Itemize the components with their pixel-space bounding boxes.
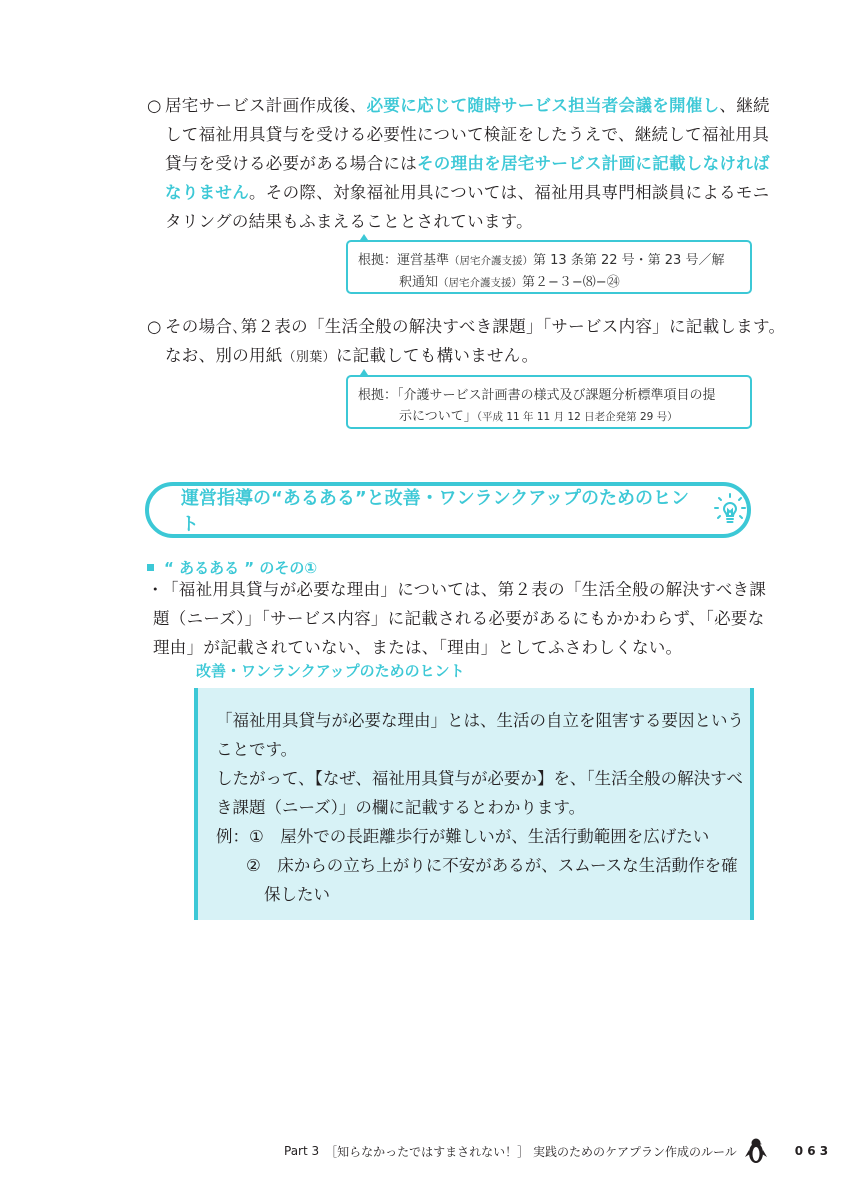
paragraph-1-lines <box>147 91 770 236</box>
hint-box <box>194 688 754 920</box>
hint-line: ② 床からの立ち上がりに不安があるが、スムースな生活動作を確 <box>246 856 738 875</box>
basis-text: 運営基準 <box>397 253 450 268</box>
basis-text: 第 13 条第 22 号・第 23 号／解 <box>533 253 725 268</box>
hint-line: したがって、【なぜ、福祉用具貸与が必要か】を、「生活全般の解決すべ <box>216 769 743 788</box>
hint-line: き課題（ニーズ）」の欄に記載するとわかります。 <box>216 798 586 817</box>
hint-line: 「福祉用具貸与が必要な理由」とは、生活の自立を阻害する要因という <box>216 711 744 730</box>
text-run: 貸与を受ける必要がある場合には <box>165 154 417 173</box>
lightbulb-icon <box>713 493 747 527</box>
text-run: に記載しても構いません。 <box>335 346 539 365</box>
text-run: 、継続 <box>719 96 770 115</box>
footer-title: ［知らなかったではすまされない！］ 実践のためのケアプラン作成のルール <box>325 1144 737 1159</box>
basis-text: 釈通知 <box>399 275 439 290</box>
highlight-text: 必要に応じて随時サービス担当者会議を開催し <box>366 96 720 115</box>
paragraph-2-line <box>165 341 785 372</box>
hint-line: ことです。 <box>216 740 298 759</box>
basis-note: （居宅介護支援） <box>438 277 523 289</box>
hint-line: 保したい <box>264 885 330 904</box>
bullet-circle: ○ <box>147 317 162 336</box>
basis-note: （平成 11 年 11 月 12 日老企発第 29 号） <box>476 411 678 423</box>
aruaru-paragraph <box>147 575 766 662</box>
paragraph-1-line <box>165 207 770 236</box>
basis-box-2 <box>346 375 752 429</box>
tips-banner <box>145 482 751 538</box>
text-run: して福祉用具貸与を受ける必要性について検証をしたうえで、継続して福祉用具 <box>165 125 770 144</box>
aruaru-line: 「福祉用具貸与が必要な理由」については、第２表の「生活全般の解決すべき課 <box>162 580 767 599</box>
bullet-circle: ○ <box>147 96 162 115</box>
text-run: 居宅サービス計画作成後、 <box>165 96 367 115</box>
aruaru-heading-text: “ あるある ” のその① <box>164 559 318 577</box>
basis-label: 根拠： <box>358 253 398 268</box>
bullet-dot: ・ <box>147 580 164 599</box>
aruaru-line: 題（ニーズ）」「サービス内容」に記載される必要があるにもかかわらず、「必要な <box>153 609 765 628</box>
highlight-text: その理由を居宅サービス計画に記載しなければ <box>417 154 770 173</box>
paragraph-1 <box>147 91 770 236</box>
paragraph-1-line <box>165 120 770 149</box>
text-run: タリングの結果もふまえることとされています。 <box>165 212 533 231</box>
basis-text: 「介護サービス計画書の様式及び課題分析標準項目の提 <box>397 388 716 403</box>
paragraph-2 <box>147 312 785 372</box>
text-run: なお、別の用紙 <box>165 346 283 365</box>
text-note: （別葉） <box>282 350 336 365</box>
basis-note: （居宅介護支援） <box>449 255 534 267</box>
footer <box>284 1137 828 1165</box>
paragraph-2-line: その場合､第２表の「生活全般の解決すべき課題」「サービス内容」に記載します。 <box>165 317 786 336</box>
paragraph-1-line <box>165 149 770 178</box>
banner-title: 運営指導の“あるある”と改善・ワンランクアップのためのヒント <box>181 488 690 535</box>
paragraph-1-line <box>165 91 770 120</box>
hint-heading: 改善・ワンランクアップのためのヒント <box>196 662 465 680</box>
footer-part: Part 3 <box>284 1144 320 1158</box>
basis-label: 根拠： <box>358 388 398 403</box>
highlight-text: なりません <box>165 183 249 202</box>
page-number: 0 6 3 <box>794 1144 829 1158</box>
paragraph-1-line <box>165 178 770 207</box>
aruaru-line: 理由」が記載されていない、または、「理由」としてふさわしくない。 <box>153 638 683 657</box>
basis-text: 示について」 <box>399 409 477 424</box>
basis-text: 第２−３−⑻−㉔ <box>522 275 620 290</box>
square-bullet <box>147 564 154 571</box>
basis-box-1 <box>346 240 752 294</box>
text-run: 。その際、対象福祉用具については、福祉用具専門相談員によるモニ <box>249 183 770 202</box>
hint-line: 例：① 屋外での長距離歩行が難しいが、生活行動範囲を広げたい <box>216 827 710 846</box>
penguin-icon <box>745 1137 767 1165</box>
